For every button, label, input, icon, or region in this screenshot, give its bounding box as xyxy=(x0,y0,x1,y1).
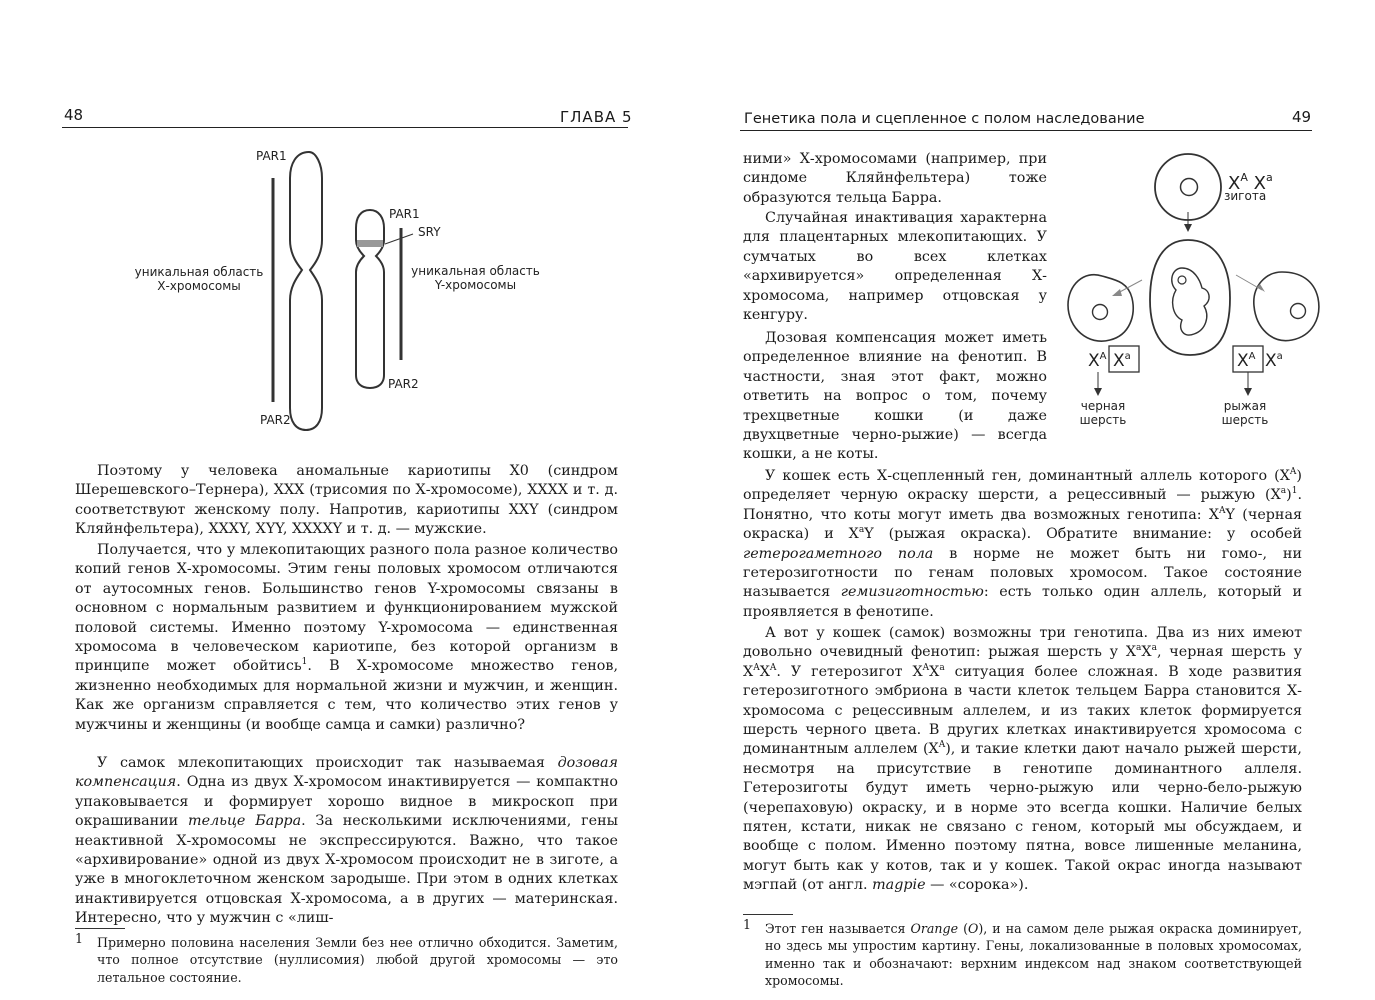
sry-pointer xyxy=(385,234,413,244)
paragraph xyxy=(743,209,1047,325)
paragraph xyxy=(75,462,618,540)
red-genotype-inactive: $X^A$ xyxy=(1237,351,1256,371)
paragraph-text: . В Х-хромосоме множество генов, жизненно необходимых для нормальной жизни и мужчин, и женщин. Как же организм справляется с тем, что количество этих генов у мужчины и женщины (и вообще самца и самки) различно? xyxy=(75,658,619,733)
header-rule xyxy=(740,130,1312,131)
term: тельце Барра xyxy=(188,813,302,830)
red-cell xyxy=(1254,272,1319,341)
arrow-red-head xyxy=(1244,388,1252,396)
paragraph-text: Поэтому у человека аномальные кариотипы Х0 (синдром Шерешевского–Тернера), XXX (трисомия по Х-хромосоме), XXXX и т. д. соответствуют женскому полу. Напротив, кариотипы XXY (синдром Кляйнфельтера), XXXY, XYY, XXXXY и т. д. — мужские. xyxy=(75,463,618,538)
paragraph-text: Случайная инактивация характерна для плацентарных млекопитающих. У сумчатых во всех клетках «архивируется» определенная Х-хромосома, например отцовская у кенгуру. xyxy=(743,210,1047,324)
black-fur-label-line1: черная xyxy=(1080,399,1126,413)
footnote-ref: 1 xyxy=(301,657,308,668)
paragraph xyxy=(75,754,618,929)
page-number: 48 xyxy=(64,106,84,124)
y-unique-label-line2: Y-хромосомы xyxy=(434,278,517,292)
footnote-rule xyxy=(75,928,125,929)
zygote-nucleus xyxy=(1181,179,1198,196)
paragraph-text: . За несколькими исключениями, гены неактивной Х-хромосомы не экспрессируются. Важно, что такое «архивирование» одной из двух Х-хромосом происходит не в зиготе, а уже в многоклеточном женском зародыше. При этом в одних клетках инактивируется отцовская Х-хромосома, а в других — материнская. Интересно, что у мужчин с «лиш- xyxy=(75,813,618,927)
par1-y-label: PAR1 xyxy=(389,207,420,221)
black-genotype: $X^A$ xyxy=(1088,351,1107,371)
paragraph: У кошек есть Х-сцепленный ген, доминантный аллель которого $(X^A)$ определяет черную окраску шерсти, а рецессивный — рыжую $(X^a)^1$. Понятно, что коты могут иметь два возможных генотипа: $X^AY$ (черная окраска) и $X^aY$ (рыжая окраска). Обратите внимание: у особей гетерогаметного пола в норме не может быть ни гомо-, ни гетерозиготности по генам половых хромосом. Такое состояние называется гемизиготностью: есть только один аллель, который и проявляется в фенотипе. xyxy=(743,467,1303,620)
paragraph xyxy=(743,329,1047,465)
chromosome-figure xyxy=(0,130,690,440)
y-chromosome xyxy=(356,210,384,388)
paragraph: ними» Х-хромосомами (например, при синдоме Кляйнфельтера) тоже образуются тельца Барра. xyxy=(743,151,1047,206)
right-page xyxy=(690,0,1375,1000)
embryo xyxy=(1150,240,1230,355)
y-unique-label xyxy=(408,264,543,292)
red-fur-label xyxy=(1210,399,1280,427)
red-cell-nucleus xyxy=(1291,304,1306,319)
footnote: Примерно половина населения Земли без нее отлично обходится. Заметим, что полное отсутствие (нуллисомия) любой другой хромосомы — это летальное состояние. xyxy=(97,935,618,985)
sry-band xyxy=(357,240,383,247)
arrow-down-head xyxy=(1184,224,1192,232)
chapter-label: ГЛАВА 5 xyxy=(560,108,633,126)
paragraph xyxy=(75,541,618,735)
paragraph-text: У самок млекопитающих происходит так называемая xyxy=(97,755,558,771)
x-unique-label-line1: уникальная область xyxy=(134,265,264,279)
arrow-black-head xyxy=(1094,388,1102,396)
paragraph-text: Дозовая компенсация может иметь определенное влияние на фенотип. В частности, зная этот факт, можно ответить на вопрос о том, почему трехцветные кошки (и даже двухцветные черно-рыжие) — всегда кошки, а не коты. xyxy=(743,330,1047,463)
sry-label: SRY xyxy=(418,225,441,239)
footnote-mark: 1 xyxy=(743,917,752,932)
black-fur-label-line2: шерсть xyxy=(1079,413,1127,427)
footnote-mark: 1 xyxy=(75,931,84,946)
page-number: 49 xyxy=(1292,108,1312,126)
x-chromosome xyxy=(290,152,322,430)
black-genotype-inactive: $X^a$ xyxy=(1113,351,1131,371)
running-title: Генетика пола и сцепленное с полом наследование xyxy=(744,111,1145,127)
paragraph: А вот у кошек (самок) возможны три генотипа. Два из них имеют довольно очевидный фенотип: рыжая шерсть у $X^aX^a$, черная шерсть у $X^AX^A$. У гетерозигот $X^AX^a$ ситуация более сложная. В ходе развития гетерозиготного эмбриона в части клеток тельцем Барра становится Х-хромосома с рецессивным аллелем, и из таких клеток формируется шерсть черного цвета. В других клетках инактивируется хромосома с доминантным аллелем $(X^A)$, и такие клетки дают начало рыжей шерсти, несмотря на присутствие в генотипе доминантного аллеля. Гетерозиготы будут иметь черно-рыжую или черно-бело-рыжую (черепаховую) окраску, и в норме это всегда кошки. Наличие белых пятен, кстати, никак не связано с геном, который мы обсуждаем, и вообще с полом. Именно поэтому пятна, вовсе лишенные меланина, могут быть как у котов, так и у кошек. Такой окрас иногда называют мэгпай (от англ. magpie — «сорока»). xyxy=(743,625,1302,894)
black-cell-nucleus xyxy=(1093,305,1108,320)
par2-y-label: PAR2 xyxy=(388,377,419,391)
x-unique-label xyxy=(134,265,264,293)
header-rule xyxy=(62,127,628,128)
paragraph-text: Получается, что у млекопитающих разного пола разное количество копий генов Х-хромосомы. Этим гены половых хромосом отличаются от аутосомных генов. Большинство генов Y-хромосомы связаны в основном с нормальным развитием и функционированием мужской половой системы. Именно поэтому Y-хромосома — единственная хромосома в человеческом кариотипе, без которой организм в принципе может обойтись xyxy=(75,542,618,675)
par2-x-label: PAR2 xyxy=(260,413,291,427)
footnote-rule xyxy=(743,914,793,915)
par1-x-label: PAR1 xyxy=(256,149,287,163)
black-fur-label xyxy=(1068,399,1138,427)
arrow-right xyxy=(1236,275,1262,290)
red-fur-label-line2: шерсть xyxy=(1221,413,1269,427)
footnote: Этот ген называется Orange (O), и на самом деле рыжая окраска доминирует, но здесь мы упростим картину. Гены, локализованные в половых хромосомах, именно так и обозначают: верхним индексом над знаком соответствующей хромосомы. xyxy=(765,921,1303,988)
y-unique-label-line1: уникальная область xyxy=(411,264,540,278)
red-genotype: $X^a$ xyxy=(1265,351,1283,371)
x-unique-label-line2: Х-хромосомы xyxy=(157,279,241,293)
red-fur-label-line1: рыжая xyxy=(1223,399,1267,413)
zygote-label: зигота xyxy=(1224,189,1267,203)
term: дозовая компенсация xyxy=(75,755,618,791)
zygote-genotype: $X^A$ $X^a$ xyxy=(1228,171,1273,194)
paragraph-text: . Одна из двух Х-хромосом инактивируется — компактно упаковывается и формирует хорошо видное в микроскоп при окрашивании xyxy=(75,774,618,830)
